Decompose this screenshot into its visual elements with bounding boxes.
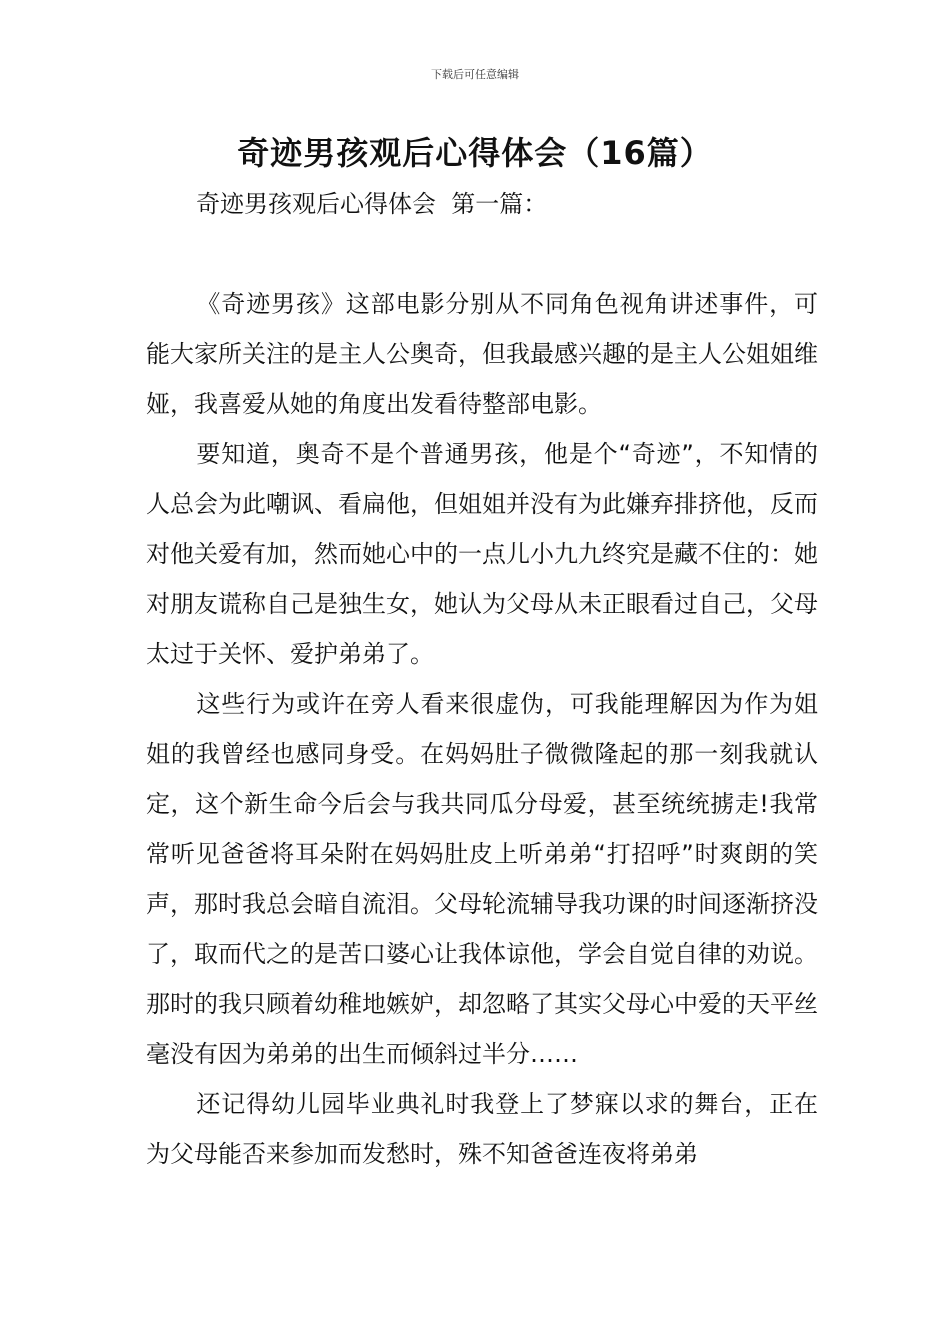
paragraph: 《奇迹男孩》这部电影分别从不同角色视角讲述事件，可能大家所关注的是主人公奥奇，但我最感兴趣的是主人公姐姐维娅，我喜爱从她的角度出发看待整部电影。 (146, 290, 818, 418)
document-title: 奇迹男孩观后心得体会（16篇） (237, 134, 713, 172)
paragraph: 要知道，奥奇不是个普通男孩，他是个“奇迹”，不知情的人总会为此嘲讽、看扁他，但姐姐并没有为此嫌弃排挤他，反而对他关爱有加，然而她心中的一点儿小九九终究是藏不住的：她对朋友谎称自己是独生女，她认为父母从未正眼看过自己，父母太过于关怀、爱护弟弟了。 (146, 440, 818, 668)
document-body (146, 279, 818, 1179)
header-note: 下载后可任意编辑 (431, 68, 519, 81)
paragraph: 这些行为或许在旁人看来很虚伪，可我能理解因为作为姐姐的我曾经也感同身受。在妈妈肚子微微隆起的那一刻我就认定，这个新生命今后会与我共同瓜分母爱，甚至统统掳走!我常常听见爸爸将耳朵附在妈妈肚皮上听弟弟“打招呼”时爽朗的笑声，那时我总会暗自流泪。父母轮流辅导我功课的时间逐渐挤没了，取而代之的是苦口婆心让我体谅他，学会自觉自律的劝说。那时的我只顾着幼稚地嫉妒，却忽略了其实父母心中爱的天平丝毫没有因为弟弟的出生而倾斜过半分…… (146, 690, 818, 1068)
section-subtitle: 奇迹男孩观后心得体会 第一篇： (196, 190, 548, 218)
paragraph: 还记得幼儿园毕业典礼时我登上了梦寐以求的舞台，正在为父母能否来参加而发愁时，殊不知爸爸连夜将弟弟 (146, 1090, 818, 1168)
